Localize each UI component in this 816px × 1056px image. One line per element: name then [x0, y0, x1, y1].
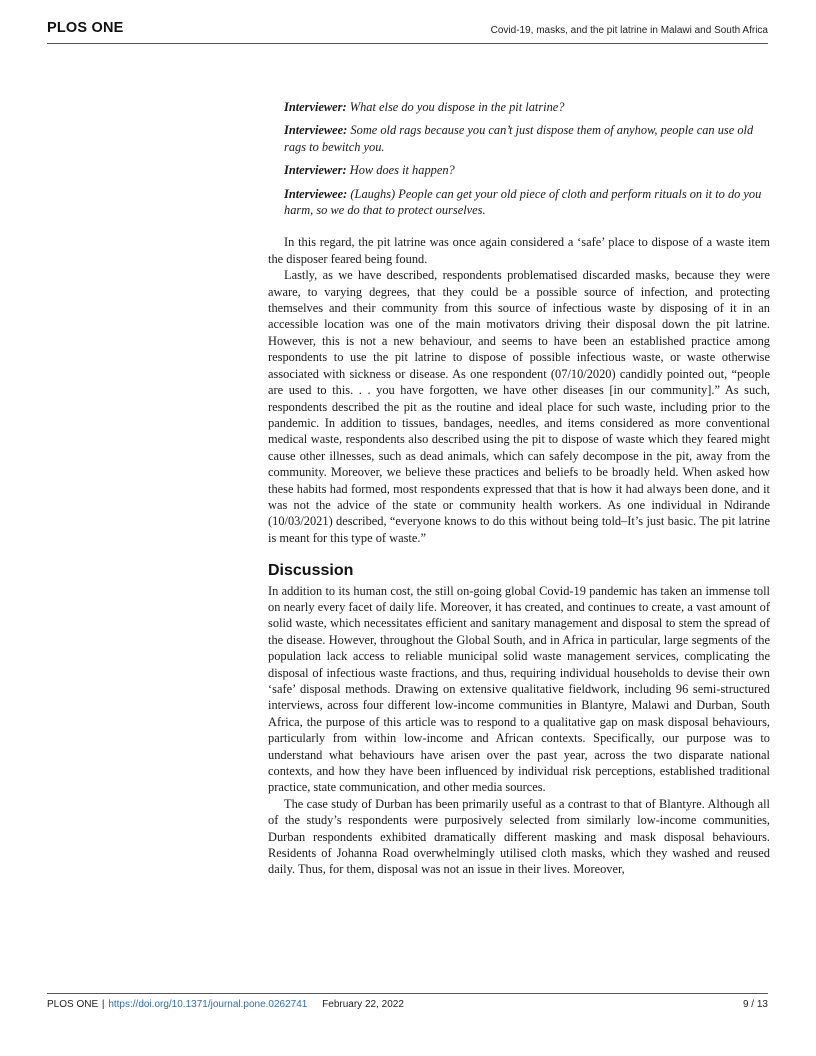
dialogue-speaker: Interviewer: [284, 163, 347, 178]
discussion-paragraph: The case study of Durban has been primarily useful as a contrast to that of Blantyre. Although all of the study’s respondents were purposively selected from similarly low-income communities, Durban respondents exhibited dramatically different masking and mask disposal behaviours. Residents of Johanna Road overwhelmingly utilised cloth masks, which they washed and reused daily. Thus, for them, disposal was not an issue in their lives. Moreover, [268, 796, 770, 877]
body-paragraph: In this regard, the pit latrine was once again considered a ‘safe’ place to dispose of a waste item the disposer feared being found. [268, 235, 770, 266]
dialogue-line [284, 162, 770, 178]
dialogue-text: (Laughs) People can get your old piece of cloth and perform rituals on it to do you harm, so we do that to protect ourselves. [284, 186, 762, 218]
article-body [268, 99, 770, 878]
header-running-title: Covid-19, masks, and the pit latrine in Malawi and South Africa [490, 25, 768, 36]
footer [47, 999, 404, 1010]
dialogue-text: What else do you dispose in the pit latrine? [349, 100, 565, 114]
doi-link[interactable]: https://doi.org/10.1371/journal.pone.0262741 [108, 999, 308, 1010]
dialogue-text: How does it happen? [349, 163, 455, 178]
dialogue-line [284, 99, 770, 115]
dialogue-speaker: Interviewee: [284, 186, 348, 201]
footer-rule [47, 993, 768, 994]
page-number: 9 / 13 [742, 999, 768, 1010]
publication-date: February 22, 2022 [322, 999, 404, 1010]
interview-excerpt [284, 99, 770, 218]
header-journal-name: PLOS ONE [47, 20, 124, 36]
dialogue-speaker: Interviewee: [284, 123, 348, 138]
dialogue-text: Some old rags because you can’t just dispose them of anyhow, people can use old rags to bewitch you. [284, 123, 754, 154]
section-heading-discussion: Discussion [268, 562, 354, 580]
discussion-paragraph: In addition to its human cost, the still on-going global Covid-19 pandemic has taken an immense toll on nearly every facet of daily life. Moreover, it has created, and continues to create, a vast amount of solid waste, which necessitates efficient and sanitary management and disposal to stem the spread of the disease. However, throughout the Global South, and in Africa in particular, large segments of the population lack access to reliable municipal solid waste management services, complicating the disposal of infectious waste fractions, and thus, requiring individual households to devise their own ‘safe’ disposal methods. Drawing on extensive qualitative fieldwork, including 96 semi-structured interviews, across four different low-income communities in Blantyre, Malawi and Durban, South Africa, the purpose of this article was to respond to a qualitative gap on mask disposal behaviours, particularly from within low-income and African contexts. Specifically, our purpose was to understand what behaviours have arisen over the past year, across the two disparate national contexts, and how they have been influenced by individual risk perceptions, established traditional practice, state communication, and other media sources. [268, 583, 770, 795]
body-paragraph: Lastly, as we have described, respondents problematised discarded masks, because they were aware, to varying degrees, that they could be a possible source of infection, and protecting themselves and their community from this source of infectious waste by disposing of it in an accessible location was one of the main motivators driving their disposal down the pit latrine. However, this is not a new behaviour, and seems to have been an established practice among respondents to use the pit latrine to dispose of possible infectious waste, or waste otherwise associated with sickness or disease. As one respondent (07/10/2020) candidly pointed out, “people are used to this. . . you have forgotten, we have other diseases [in our community].” As such, respondents described the pit as the routine and ideal place for such waste, including prior to the pandemic. In addition to tissues, bandages, needles, and items considered as more conventional medical waste, respondents also described using the pit to dispose of waste which they feared might cause other illnesses, such as dead animals, which can safely decompose in the pit, away from the community. Moreover, we believe these practices and beliefs to be broadly held. When asked how these habits had formed, most respondents expressed that that is how it had always been done, and it was not the advice of the state or community health workers. As one individual in Ndirande (10/03/2021) described, “everyone knows to do this without being told–It’s just basic. The pit latrine is meant for this type of waste.” [268, 268, 770, 545]
footer-journal-name: PLOS ONE [47, 999, 99, 1010]
dialogue-speaker: Interviewer: [284, 100, 347, 114]
footer-separator: | [101, 999, 105, 1010]
dialogue-line [284, 186, 770, 219]
dialogue-line [284, 122, 770, 155]
header-rule [47, 43, 768, 44]
